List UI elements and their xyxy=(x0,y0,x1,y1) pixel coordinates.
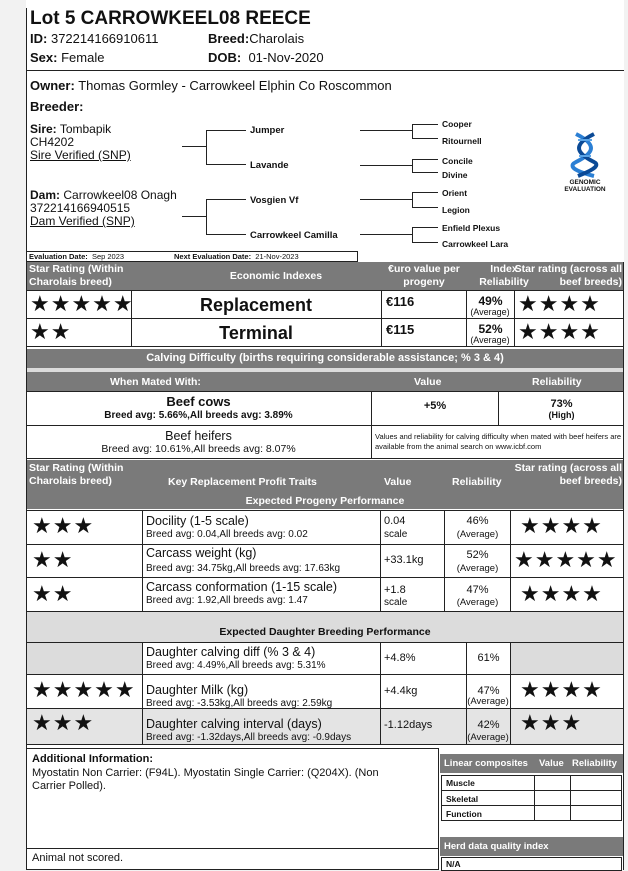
daughter-calving-interval-stars-within: ★★★ xyxy=(32,711,95,736)
herd-quality-title: Herd data quality index xyxy=(444,841,549,852)
dam-name: Carrowkeel08 Onagh xyxy=(63,188,177,202)
beef-heifers-avg: Breed avg: 10.61%,All breeds avg: 8.07% xyxy=(101,443,296,455)
docility-value: 0.04 xyxy=(384,515,406,527)
linear-function: Function xyxy=(446,809,482,819)
dam-sire: Vosgien Vf xyxy=(250,195,299,206)
sire-code: CH4202 xyxy=(30,135,75,149)
daughter-milk-stars-within: ★★★★★ xyxy=(32,678,136,703)
carcass-weight-reliability: 52% xyxy=(466,549,489,561)
header-divider xyxy=(26,70,624,71)
sire-sire: Jumper xyxy=(250,125,285,136)
daughter-calving-diff-name: Daughter calving diff (% 3 & 4) xyxy=(146,645,316,659)
carcass-conformation-stars-within: ★★ xyxy=(32,582,74,607)
daughter-calving-interval-reliability: 42% xyxy=(477,719,500,731)
beef-cows-avg: Breed avg: 5.66%,All breeds avg: 3.89% xyxy=(104,410,293,421)
docility-reliability-sub: (Average) xyxy=(456,529,499,540)
terminal-reliability-sub: (Average) xyxy=(470,335,510,345)
additional-info-text: Myostatin Non Carrier: (F94L). Myostatin Single Carrier: (Q204X). (Non Carrier Polled). xyxy=(32,767,379,792)
carcass-conformation-stars-across: ★★★★ xyxy=(520,582,603,607)
carcass-conformation-avg: Breed avg: 1.92,All breeds avg: 1.47 xyxy=(146,595,308,606)
terminal-reliability: 52% xyxy=(478,322,503,336)
docility-name: Docility (1-5 scale) xyxy=(146,514,249,528)
id-line: ID: 372214166910611 xyxy=(30,31,159,46)
docility-stars-across: ★★★★ xyxy=(520,514,603,539)
docility-value-sub: scale xyxy=(384,529,408,540)
beef-cows-reliability-sub: (High) xyxy=(548,410,575,420)
dob-value: 01-Nov-2020 xyxy=(248,50,324,65)
linear-skeletal: Skeletal xyxy=(446,794,479,804)
evaluation-date: Evaluation Date: Sep 2023 xyxy=(29,252,125,261)
traits-value-header: Value xyxy=(384,476,412,488)
dob-line: DOB: 01-Nov-2020 xyxy=(208,50,324,65)
daughter-calving-interval-reliability-sub: (Average) xyxy=(467,732,509,743)
linear-reliability-header: Reliability xyxy=(572,758,617,769)
replacement-index-name: Replacement xyxy=(199,295,313,315)
replacement-euro: €116 xyxy=(386,294,415,309)
terminal-stars-across: ★★★★ xyxy=(518,320,601,345)
daughter-calving-diff-reliability: 61% xyxy=(477,652,500,664)
calving-reliability-header: Reliability xyxy=(532,376,582,388)
index-reliability-header: Index Reliability xyxy=(479,263,529,288)
docility-stars-within: ★★★ xyxy=(32,514,95,539)
carcass-weight-avg: Breed avg: 34.75kg,All breeds avg: 17.63kg xyxy=(146,563,341,574)
gg-7: Enfield Plexus xyxy=(442,223,501,233)
daughter-milk-avg: Breed avg: -3.53kg,All breeds avg: 2.59kg xyxy=(146,698,333,709)
daughter-calving-diff-avg: Breed avg: 4.49%,All breeds avg: 5.31% xyxy=(146,660,326,671)
sire-verified: Sire Verified (SNP) xyxy=(30,148,131,162)
gg-3: Concile xyxy=(442,156,473,166)
terminal-index-name: Terminal xyxy=(219,323,293,343)
replacement-reliability: 49% xyxy=(478,294,503,308)
breeder-label: Breeder: xyxy=(30,99,84,114)
daughter-milk-name: Daughter Milk (kg) xyxy=(146,683,249,697)
carcass-conformation-value: +1.8 xyxy=(384,584,406,596)
replacement-stars-within: ★★★★★ xyxy=(30,292,134,317)
dam-verified: Dam Verified (SNP) xyxy=(30,214,135,228)
breed-value: Charolais xyxy=(249,31,305,46)
replacement-stars-across: ★★★★ xyxy=(518,292,601,317)
star-within-header: Star Rating (Within Charolais breed) xyxy=(29,263,124,288)
carcass-conformation-value-sub: scale xyxy=(384,597,408,608)
owner-line: Owner: Thomas Gormley - Carrowkeel Elphin Co Roscommon xyxy=(30,78,392,93)
progeny-title: Expected Progeny Performance xyxy=(26,493,624,509)
daughter-milk-reliability: 47% xyxy=(477,685,500,697)
animal-not-scored: Animal not scored. xyxy=(32,852,124,864)
carcass-conformation-name: Carcass conformation (1-15 scale) xyxy=(146,580,338,594)
herd-quality-box xyxy=(441,857,622,871)
traits-reliability-header: Reliability xyxy=(452,476,502,488)
breed-line: Breed:Charolais xyxy=(208,31,305,46)
terminal-euro: €115 xyxy=(386,322,415,337)
linear-muscle: Muscle xyxy=(446,778,475,788)
daughter-calving-diff-value: +4.8% xyxy=(384,652,416,664)
daughter-calving-interval-stars-across: ★★★ xyxy=(520,711,583,736)
docility-avg: Breed avg: 0.04,All breeds avg: 0.02 xyxy=(146,529,308,540)
dam-block: Dam: Carrowkeel08 Onagh 372214166940515 Dam Verified (SNP) xyxy=(30,188,177,228)
gg-4: Divine xyxy=(442,170,468,180)
daughter-milk-stars-across: ★★★★ xyxy=(520,678,603,703)
carcass-conformation-reliability: 47% xyxy=(466,584,489,596)
sex-value: Female xyxy=(61,50,105,65)
star-across-header: Star rating (across all beef breeds) xyxy=(514,263,622,288)
dna-helix-icon xyxy=(566,132,606,178)
genomic-evaluation-label: GENOMIC EVALUATION xyxy=(564,179,606,193)
sire-dam: Lavande xyxy=(250,160,289,171)
beef-cows-value: +5% xyxy=(423,400,447,412)
carcass-weight-name: Carcass weight (kg) xyxy=(146,546,257,560)
euro-value-header: €uro value per progeny xyxy=(388,263,460,288)
gg-5: Orient xyxy=(442,188,468,198)
traits-star-across-header: Star rating (across all beef breeds) xyxy=(514,462,622,487)
calving-value-header: Value xyxy=(414,376,442,388)
next-evaluation-date: Next Evaluation Date: 21-Nov-2023 xyxy=(174,252,299,261)
calving-title: Calving Difficulty (births requiring considerable assistance; % 3 & 4) xyxy=(26,349,624,368)
daughter-milk-value: +4.4kg xyxy=(384,685,418,697)
catalogue-page xyxy=(26,0,624,870)
sire-name: Tombapik xyxy=(59,122,112,136)
additional-info-title: Additional Information: xyxy=(32,753,153,765)
carcass-weight-stars-across: ★★★★★ xyxy=(514,548,618,573)
dam-id: 372214166940515 xyxy=(30,201,131,215)
mated-with-header: When Mated With: xyxy=(110,376,201,388)
gg-2: Ritournell xyxy=(442,136,482,146)
sire-block: Sire: Tombapik CH4202 Sire Verified (SNP) xyxy=(30,122,131,162)
beef-cows-reliability: 73% xyxy=(550,398,573,410)
beef-heifers-label: Beef heifers xyxy=(165,429,232,443)
animal-id: 372214166910611 xyxy=(50,31,159,46)
lot-title: Lot 5 CARROWKEEL08 REECE xyxy=(30,8,311,29)
sex-line: Sex: Female xyxy=(30,50,105,65)
dam-dam: Carrowkeel Camilla xyxy=(250,230,338,241)
daughter-title: Expected Daughter Breeding Performance xyxy=(219,626,431,638)
docility-reliability: 46% xyxy=(466,515,489,527)
traits-title-header: Key Replacement Profit Traits xyxy=(168,476,317,488)
carcass-weight-stars-within: ★★ xyxy=(32,548,74,573)
daughter-calving-interval-name: Daughter calving interval (days) xyxy=(146,717,322,731)
herd-quality-value: N/A xyxy=(446,859,461,869)
traits-star-within-header: Star Rating (Within Charolais breed) xyxy=(29,462,124,487)
linear-value-header: Value xyxy=(539,758,564,769)
owner-value: Thomas Gormley - Carrowkeel Elphin Co Roscommon xyxy=(78,78,392,93)
daughter-calving-interval-avg: Breed avg: -1.32days,All breeds avg: -0.9days xyxy=(146,732,352,743)
carcass-weight-value: +33.1kg xyxy=(384,554,424,566)
gg-6: Legion xyxy=(442,205,470,215)
carcass-conformation-reliability-sub: (Average) xyxy=(456,597,499,608)
beef-cows-label: Beef cows xyxy=(166,394,231,409)
gg-8: Carrowkeel Lara xyxy=(442,239,509,249)
economic-indexes-header: Economic Indexes xyxy=(229,270,323,282)
gg-1: Cooper xyxy=(442,119,472,129)
terminal-stars-within: ★★ xyxy=(30,320,72,345)
heifer-note: Values and reliability for calving difficulty when mated with beef heifers are available from the animal search on www.icbf.com xyxy=(375,432,622,451)
linear-title: Linear composites xyxy=(444,758,528,769)
daughter-milk-reliability-sub: (Average) xyxy=(467,696,509,707)
replacement-reliability-sub: (Average) xyxy=(470,307,510,317)
daughter-calving-interval-value: -1.12days xyxy=(384,719,433,731)
carcass-weight-reliability-sub: (Average) xyxy=(456,563,499,574)
